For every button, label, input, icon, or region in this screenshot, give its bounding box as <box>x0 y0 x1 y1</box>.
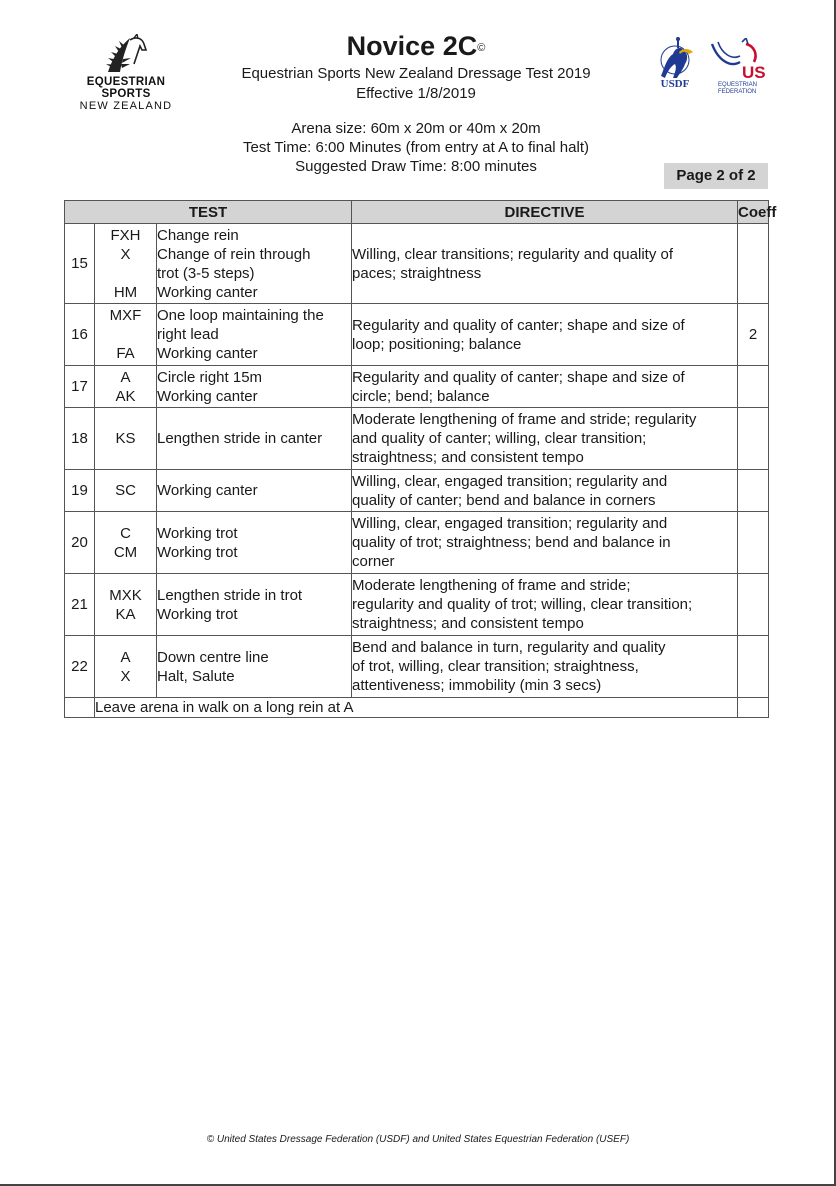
marker: A <box>120 648 131 666</box>
table-row <box>65 224 769 304</box>
movement-cell <box>157 636 352 698</box>
marker: HM <box>113 283 138 301</box>
movement-number: 21 <box>65 574 95 636</box>
directive-line: Regularity and quality of canter; shape and size of <box>352 316 685 334</box>
movement-cell <box>157 574 352 636</box>
table-row <box>65 512 769 574</box>
usef-horse-icon <box>706 38 772 94</box>
directive-line: loop; positioning; balance <box>352 335 522 353</box>
movement-number: 22 <box>65 636 95 698</box>
arena-size: Arena size: 60m x 20m or 40m x 20m <box>291 120 541 137</box>
movement-line: right lead <box>157 326 219 343</box>
coeff-cell <box>738 574 769 636</box>
movement-line: Halt, Salute <box>157 667 235 685</box>
markers-cell <box>95 304 157 366</box>
marker: X <box>120 667 131 685</box>
directive-cell <box>352 512 738 574</box>
copyright-footer: © United States Dressage Federation (USDF) and United States Equestrian Federation (USEF) <box>206 1134 630 1145</box>
movement-line: Working trot <box>157 524 238 542</box>
document-header <box>200 30 632 104</box>
coeff-cell <box>738 470 769 512</box>
marker: FXH <box>110 226 141 244</box>
marker: MXF <box>109 307 142 324</box>
directive-line: straightness; and consistent tempo <box>352 615 584 632</box>
final-instruction: Leave arena in walk on a long rein at A <box>95 698 738 718</box>
coeff-cell <box>738 636 769 698</box>
test-table <box>64 200 777 718</box>
movement-number: 18 <box>65 408 95 470</box>
directive-line: Moderate lengthening of frame and stride; regularity <box>352 411 697 428</box>
header-directive: DIRECTIVE <box>352 201 738 224</box>
marker: MXK <box>109 586 142 604</box>
directive-line: Bend and balance in turn, regularity and quality <box>352 639 666 656</box>
directive-line: and quality of canter; willing, clear transition; <box>352 430 647 447</box>
table-header-row <box>65 201 769 224</box>
test-title-text: Novice 2C <box>346 31 478 61</box>
directive-cell <box>352 366 738 408</box>
final-row-coeff <box>738 698 769 718</box>
directive-line: circle; bend; balance <box>352 387 490 405</box>
marker <box>95 325 156 344</box>
draw-time: Suggested Draw Time: 8:00 minutes <box>295 158 537 175</box>
table-row <box>65 366 769 408</box>
copyright-mark: © <box>477 41 486 54</box>
marker <box>95 264 156 283</box>
directive-line: quality of canter; bend and balance in corners <box>352 491 656 509</box>
test-title <box>200 30 632 64</box>
directive-line: regularity and quality of trot; willing, clear transition; <box>352 596 693 613</box>
movement-cell <box>157 366 352 408</box>
test-info <box>200 119 632 176</box>
marker: A <box>120 368 131 386</box>
directive-cell <box>352 574 738 636</box>
movement-number: 15 <box>65 224 95 304</box>
esnz-logo-line1: EQUESTRIAN SPORTS <box>86 76 166 100</box>
test-subtitle: Equestrian Sports New Zealand Dressage Test 2019 <box>241 64 591 82</box>
esnz-logo <box>62 34 190 112</box>
usef-logo-us: US <box>742 63 766 82</box>
movement-line: Lengthen stride in canter <box>157 430 323 447</box>
directive-cell <box>352 470 738 512</box>
header-coeff: Coeff <box>738 201 769 224</box>
directive-line: Willing, clear, engaged transition; regularity and <box>352 472 668 490</box>
markers-cell <box>95 574 157 636</box>
movement-line: Working canter <box>157 387 258 405</box>
movement-line: Change of rein through <box>157 245 311 263</box>
fern-horse-icon <box>96 34 156 74</box>
table-row <box>65 408 769 470</box>
directive-line: of trot, willing, clear transition; straightness, <box>352 658 639 675</box>
marker: X <box>120 245 131 263</box>
final-row-num <box>65 698 95 718</box>
table-row <box>65 574 769 636</box>
movement-cell <box>157 408 352 470</box>
test-time: Test Time: 6:00 Minutes (from entry at A to final halt) <box>243 139 589 156</box>
marker: SC <box>115 482 136 499</box>
directive-line: Regularity and quality of canter; shape and size of <box>352 368 685 386</box>
directive-line: paces; straightness <box>352 264 482 282</box>
movement-line: Working canter <box>157 482 258 499</box>
movement-number: 16 <box>65 304 95 366</box>
movement-number: 19 <box>65 470 95 512</box>
movement-line: Working trot <box>157 543 238 561</box>
usef-logo <box>706 38 772 99</box>
table-row <box>65 304 769 366</box>
movement-line: Circle right 15m <box>157 368 263 386</box>
table-body <box>65 224 769 718</box>
table-row <box>65 636 769 698</box>
movement-line: Lengthen stride in trot <box>157 586 303 604</box>
movement-line: Working canter <box>157 283 258 301</box>
marker: AK <box>115 387 136 405</box>
movement-cell <box>157 470 352 512</box>
effective-date: Effective 1/8/2019 <box>356 84 476 102</box>
directive-line: attentiveness; immobility (min 3 secs) <box>352 677 602 694</box>
markers-cell <box>95 636 157 698</box>
directive-line: quality of trot; straightness; bend and balance in <box>352 534 671 551</box>
marker: C <box>120 524 131 542</box>
coeff-cell: 2 <box>738 304 769 366</box>
coeff-cell <box>738 408 769 470</box>
usdf-rider-icon <box>653 36 697 80</box>
marker: CM <box>113 543 138 561</box>
coeff-cell <box>738 224 769 304</box>
movement-number: 20 <box>65 512 95 574</box>
directive-cell <box>352 636 738 698</box>
movement-line: trot (3-5 steps) <box>157 264 255 282</box>
directive-cell <box>352 224 738 304</box>
directive-line: Moderate lengthening of frame and stride; <box>352 577 631 594</box>
movement-line: Working canter <box>157 345 258 362</box>
coeff-cell <box>738 512 769 574</box>
movement-cell <box>157 304 352 366</box>
marker: KS <box>115 430 136 447</box>
movement-number: 17 <box>65 366 95 408</box>
table-row <box>65 470 769 512</box>
usef-logo-line2: FEDERATION <box>718 89 757 94</box>
movement-line: One loop maintaining the <box>157 307 324 324</box>
usdf-logo-text: USDF <box>660 78 690 90</box>
markers-cell <box>95 470 157 512</box>
movement-cell <box>157 224 352 304</box>
movement-cell <box>157 512 352 574</box>
markers-cell <box>95 408 157 470</box>
marker: FA <box>116 345 135 362</box>
usef-logo-line1: EQUESTRIAN <box>718 82 758 88</box>
markers-cell <box>95 512 157 574</box>
movement-line: Change rein <box>157 226 239 244</box>
final-row <box>65 698 769 718</box>
directive-line: straightness; and consistent tempo <box>352 449 584 466</box>
markers-cell <box>95 366 157 408</box>
movement-line: Working trot <box>157 605 238 623</box>
usdf-logo <box>650 36 700 90</box>
directive-line: Willing, clear, engaged transition; regularity and <box>352 515 668 532</box>
directive-cell <box>352 408 738 470</box>
markers-cell <box>95 224 157 304</box>
esnz-logo-line2: NEW ZEALAND <box>79 100 173 112</box>
marker: KA <box>115 605 136 623</box>
directive-line: Willing, clear transitions; regularity and quality of <box>352 245 673 263</box>
movement-line: Down centre line <box>157 648 269 666</box>
directive-line: corner <box>352 553 395 570</box>
header-test: TEST <box>65 201 352 224</box>
directive-cell <box>352 304 738 366</box>
coeff-cell <box>738 366 769 408</box>
page-number-badge: Page 2 of 2 <box>664 163 768 189</box>
